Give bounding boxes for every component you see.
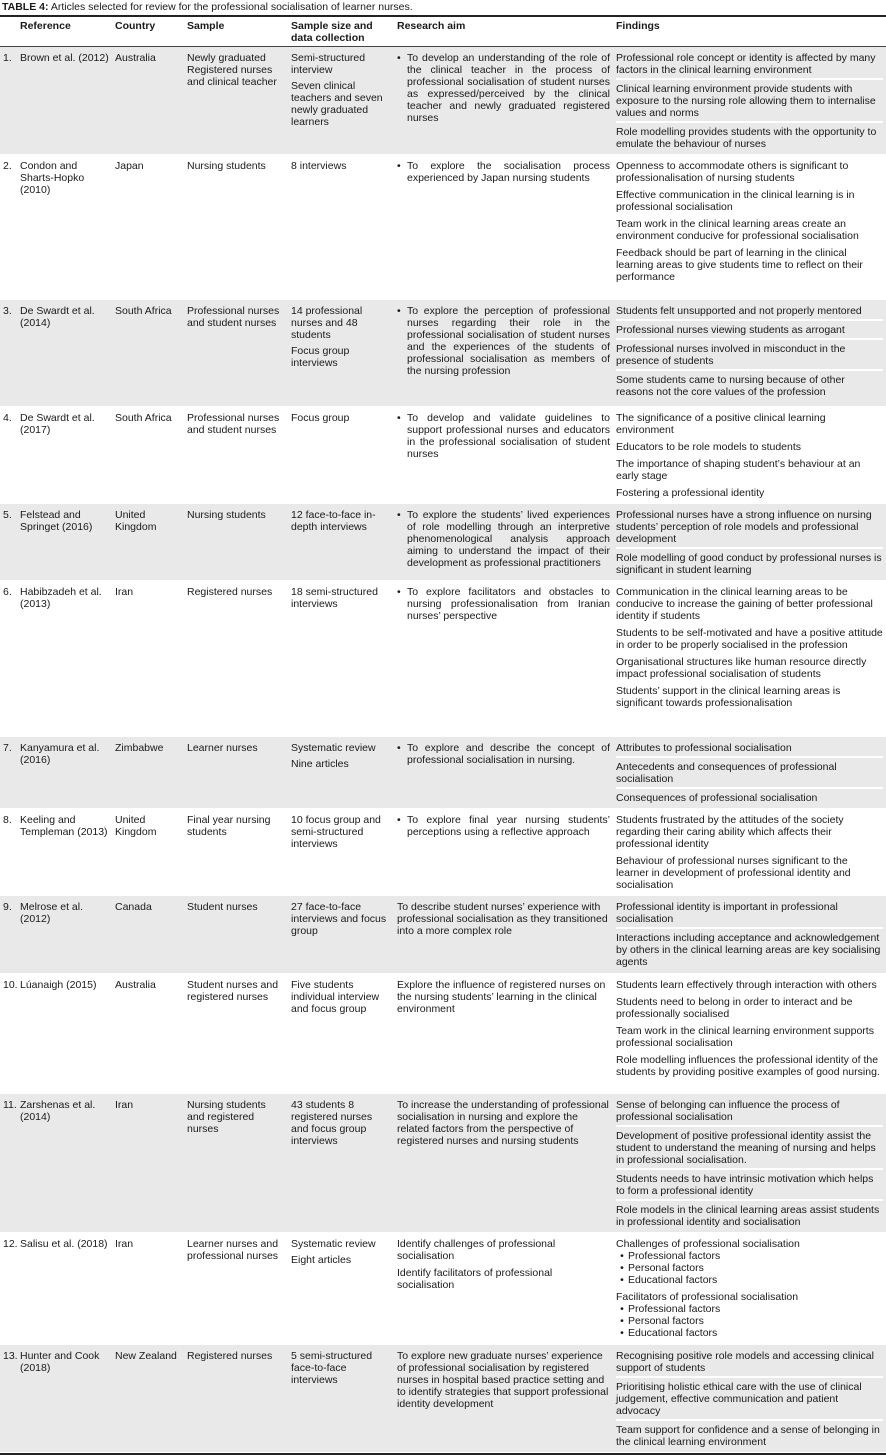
column-header: Research aim	[394, 17, 613, 47]
table-row	[0, 300, 886, 407]
findings-cell	[613, 47, 886, 155]
bullet-icon: •	[620, 1303, 624, 1315]
finding-item: Some students came to nursing because of other reasons not the core values of the profession	[616, 374, 845, 398]
sample-cell: Learner nurses	[184, 737, 288, 809]
aim-bullet-item	[397, 509, 610, 569]
finding-item: Consequences of professional socialisation	[616, 792, 818, 804]
num-cell: 1.	[0, 47, 17, 155]
num-cell: 6.	[0, 581, 17, 737]
finding-subitem	[616, 1315, 883, 1327]
sample-size-line: 18 semi-structured interviews	[291, 586, 378, 610]
aim-text: Explore the influence of registered nurses on the nursing students’ learning in the clinical environment	[397, 979, 606, 1015]
finding-item: Team support for confidence and a sense of belonging in the clinical learning environment	[616, 1424, 880, 1448]
sample-size-cell	[288, 47, 394, 155]
bullet-icon: •	[397, 412, 401, 424]
sample-size-line: Seven clinical teachers and seven newly graduated learners	[291, 80, 383, 128]
finding-item: Feedback should be part of learning in the clinical learning areas to give students time to reflect on their performance	[616, 247, 863, 283]
research-aim-cell	[394, 1094, 613, 1233]
aim-text: To explore the students’ lived experiences of role modelling through an interpretive phenomenological analysis approach aiming to understand the impact of their development as professional practitioners	[407, 509, 610, 569]
aim-text: To increase the understanding of professional socialisation in nursing and explore the related factors from the perspective of registered nurses and nursing students	[397, 1099, 609, 1147]
sample-size-line: Five students individual interview and focus group	[291, 979, 380, 1015]
finding-subitem-text: Personal factors	[628, 1315, 704, 1327]
sample-cell: Student nurses and registered nurses	[184, 974, 288, 1094]
finding-item: Role modelling provides students with the opportunity to emulate the behaviour of nurses	[616, 126, 877, 150]
aim-bullet-item	[397, 305, 610, 377]
num-cell: 9.	[0, 896, 17, 974]
bullet-icon: •	[397, 814, 401, 826]
country-cell: Iran	[112, 1094, 184, 1233]
country-cell: United Kingdom	[112, 809, 184, 896]
ref-cell: Habibzadeh et al. (2013)	[17, 581, 112, 737]
country-cell: South Africa	[112, 300, 184, 407]
ref-cell: Lúanaigh (2015)	[17, 974, 112, 1094]
finding-item: Communication in the clinical learning areas to be conducive to increase the gaining of better professional identity if students	[616, 586, 873, 622]
num-cell: 5.	[0, 504, 17, 581]
findings-cell	[613, 1233, 886, 1345]
research-aim-cell	[394, 974, 613, 1094]
aim-bullet-item	[397, 52, 610, 124]
finding-item: Behaviour of professional nurses significant to the learner in development of professional identity and socialisation	[616, 855, 851, 891]
finding-item: Professional identity is important in professional socialisation	[616, 901, 883, 929]
sample-cell: Final year nursing students	[184, 809, 288, 896]
research-aim-cell	[394, 300, 613, 407]
bullet-icon: •	[397, 586, 401, 598]
column-header: Sample	[184, 17, 288, 47]
finding-group	[616, 1291, 883, 1341]
finding-group	[616, 1238, 883, 1288]
column-header	[0, 17, 17, 47]
finding-item: Students’ support in the clinical learning areas is significant towards professionalisation	[616, 685, 841, 709]
finding-item: Students frustrated by the attitudes of the society regarding their caring ability which affects their professional identity	[616, 814, 844, 850]
finding-item: Recognising positive role models and accessing clinical support of students	[616, 1350, 883, 1378]
sample-size-cell	[288, 974, 394, 1094]
ref-cell: Hunter and Cook (2018)	[17, 1345, 112, 1453]
finding-item: Fostering a professional identity	[616, 487, 765, 499]
table-row	[0, 1233, 886, 1345]
findings-cell	[613, 407, 886, 504]
country-cell: New Zealand	[112, 1345, 184, 1453]
finding-item: Students learn effectively through interaction with others	[616, 979, 877, 991]
sample-cell: Nursing students	[184, 155, 288, 300]
finding-item: Attributes to professional socialisation	[616, 742, 883, 758]
aim-text: To explore new graduate nurses’ experience of professional socialisation by registered nurses in hospital based practice setting and to identify strategies that support professional identity development	[397, 1350, 609, 1410]
ref-cell: De Swardt et al. (2017)	[17, 407, 112, 504]
finding-item: Professional nurses involved in misconduct in the presence of students	[616, 343, 883, 371]
finding-item: Role models in the clinical learning areas assist students in professional identity and socialisation	[616, 1204, 880, 1228]
column-header: Country	[112, 17, 184, 47]
findings-cell	[613, 504, 886, 581]
finding-item: Educators to be role models to students	[616, 441, 802, 453]
finding-subitem-text: Educational factors	[628, 1274, 718, 1286]
research-aim-cell	[394, 737, 613, 809]
sample-size-cell	[288, 300, 394, 407]
column-header: Findings	[613, 17, 886, 47]
table-row	[0, 504, 886, 581]
findings-cell	[613, 155, 886, 300]
finding-item: Clinical learning environment provide students with exposure to the nursing role allowing them to internalise values and norms	[616, 83, 883, 123]
ref-cell: Zarshenas et al. (2014)	[17, 1094, 112, 1233]
sample-cell: Professional nurses and student nurses	[184, 300, 288, 407]
findings-cell	[613, 809, 886, 896]
bullet-icon: •	[397, 52, 401, 64]
sample-cell: Professional nurses and student nurses	[184, 407, 288, 504]
finding-item: Development of positive professional identity assist the student to understand the meaning of nursing and helps in professional socialisation.	[616, 1130, 883, 1170]
sample-size-line: Focus group	[291, 412, 350, 424]
sample-size-line: 10 focus group and semi-structured interviews	[291, 814, 381, 850]
sample-cell: Nursing students and registered nurses	[184, 1094, 288, 1233]
sample-size-cell	[288, 504, 394, 581]
sample-size-line: 27 face-to-face interviews and focus group	[291, 901, 387, 937]
table-row	[0, 47, 886, 155]
ref-cell: De Swardt et al. (2014)	[17, 300, 112, 407]
num-cell: 3.	[0, 300, 17, 407]
country-cell: Australia	[112, 974, 184, 1094]
findings-cell	[613, 974, 886, 1094]
bullet-icon: •	[620, 1315, 624, 1327]
aim-text: Identify facilitators of professional socialisation	[397, 1267, 553, 1291]
aim-text: To explore the socialisation process experienced by Japan nursing students	[407, 160, 610, 184]
finding-subitem	[616, 1250, 883, 1262]
findings-cell	[613, 581, 886, 737]
finding-subitem	[616, 1327, 883, 1339]
num-cell: 12.	[0, 1233, 17, 1345]
aim-text: To explore the perception of professional nurses regarding their role in the professional socialisation of student nurses and the experiences of the students of professional socialisation as members of the nursing profession	[407, 305, 610, 377]
finding-item: Professional role concept or identity is affected by many factors in the clinical learning environment	[616, 52, 883, 80]
sample-size-cell	[288, 1345, 394, 1453]
aim-text: Identify challenges of professional socialisation	[397, 1238, 556, 1262]
finding-subitem	[616, 1303, 883, 1315]
finding-item: Organisational structures like human resource directly impact professional socialisation of students	[616, 656, 867, 680]
finding-subitem-text: Educational factors	[628, 1327, 718, 1339]
aim-text: To explore facilitators and obstacles to nursing professionalisation from Iranian nurses’ perspective	[407, 586, 610, 622]
aim-text: To develop an understanding of the role of the clinical teacher in the process of professional socialisation of student nurses as expressed/perceived by the clinical teacher and newly graduated registered nurses	[407, 52, 610, 124]
finding-item: Openness to accommodate others is significant to professionalisation of nursing students	[616, 160, 849, 184]
finding-item: Antecedents and consequences of professional socialisation	[616, 761, 883, 789]
finding-item: Professional nurses have a strong influence on nursing students’ perception of role models and professional development	[616, 509, 883, 549]
aim-bullet-item	[397, 586, 610, 622]
bullet-icon: •	[397, 509, 401, 521]
aim-bullet-item	[397, 742, 610, 766]
aim-text: To explore and describe the concept of professional socialisation in nursing.	[407, 742, 610, 766]
finding-subitem-text: Professional factors	[628, 1303, 721, 1315]
ref-cell: Keeling and Templeman (2013)	[17, 809, 112, 896]
finding-item: Students to be self-motivated and have a positive attitude in order to be properly socialised in the profession	[616, 627, 883, 651]
country-cell: Zimbabwe	[112, 737, 184, 809]
finding-item: Prioritising holistic ethical care with the use of clinical judgement, effective communication and patient advocacy	[616, 1381, 883, 1421]
sample-cell: Student nurses	[184, 896, 288, 974]
sample-size-cell	[288, 809, 394, 896]
sample-size-line: 5 semi-structured face-to-face interviews	[291, 1350, 373, 1386]
finding-subitem	[616, 1274, 883, 1286]
findings-cell	[613, 896, 886, 974]
sample-size-cell	[288, 896, 394, 974]
finding-item: The significance of a positive clinical learning environment	[616, 412, 826, 436]
ref-cell: Condon and Sharts-Hopko (2010)	[17, 155, 112, 300]
table-row	[0, 974, 886, 1094]
column-header: Reference	[17, 17, 112, 47]
bullet-icon: •	[620, 1262, 624, 1274]
sample-cell: Nursing students	[184, 504, 288, 581]
research-aim-cell	[394, 581, 613, 737]
finding-subitem	[616, 1262, 883, 1274]
findings-cell	[613, 737, 886, 809]
bullet-icon: •	[397, 742, 401, 754]
bullet-icon: •	[620, 1274, 624, 1286]
sample-cell: Registered nurses	[184, 1345, 288, 1453]
table-row	[0, 809, 886, 896]
country-cell: South Africa	[112, 407, 184, 504]
aim-text: To develop and validate guidelines to support professional nurses and educators in the professional socialisation of student nurses	[407, 412, 610, 460]
finding-group-title: Challenges of professional socialisation	[616, 1238, 800, 1250]
caption-text: Articles selected for review for the professional socialisation of learner nurses.	[50, 1, 413, 13]
sample-size-cell	[288, 155, 394, 300]
sample-size-cell	[288, 737, 394, 809]
bullet-icon: •	[620, 1327, 624, 1339]
country-cell: Iran	[112, 581, 184, 737]
findings-cell	[613, 1345, 886, 1453]
aim-bullet-item	[397, 412, 610, 460]
ref-cell: Felstead and Springet (2016)	[17, 504, 112, 581]
finding-item: Effective communication in the clinical learning is in professional socialisation	[616, 189, 855, 213]
column-header: Sample size and data collection	[288, 17, 394, 47]
aim-text: To explore final year nursing students’ perceptions using a reflective approach	[407, 814, 610, 838]
bullet-icon: •	[620, 1250, 624, 1262]
ref-cell: Melrose et al. (2012)	[17, 896, 112, 974]
research-aim-cell	[394, 809, 613, 896]
sample-size-line: 14 professional nurses and 48 students	[291, 305, 363, 341]
sample-size-cell	[288, 407, 394, 504]
table-row	[0, 1094, 886, 1233]
research-aim-cell	[394, 504, 613, 581]
ref-cell: Salisu et al. (2018)	[17, 1233, 112, 1345]
caption-label: TABLE 4:	[2, 1, 49, 13]
table-row	[0, 896, 886, 974]
finding-item: Students need to belong in order to interact and be professionally socialised	[616, 996, 853, 1020]
num-cell: 4.	[0, 407, 17, 504]
table-row	[0, 737, 886, 809]
research-aim-cell	[394, 896, 613, 974]
finding-item: Students felt unsupported and not properly mentored	[616, 305, 883, 321]
sample-size-line: Semi-structured interview	[291, 52, 366, 76]
sample-size-line: 12 face-to-face in-depth interviews	[291, 509, 376, 533]
bullet-icon: •	[397, 160, 401, 172]
bullet-icon: •	[397, 305, 401, 317]
sample-cell: Newly graduated Registered nurses and clinical teacher	[184, 47, 288, 155]
finding-subitem-text: Professional factors	[628, 1250, 721, 1262]
finding-item: The importance of shaping student’s behaviour at an early stage	[616, 458, 861, 482]
num-cell: 10.	[0, 974, 17, 1094]
num-cell: 13.	[0, 1345, 17, 1453]
sample-size-line: Focus group interviews	[291, 345, 350, 369]
table-row	[0, 155, 886, 300]
finding-item: Interactions including acceptance and acknowledgement by others in the clinical learning areas are key socialising agents	[616, 932, 881, 968]
sample-cell: Learner nurses and professional nurses	[184, 1233, 288, 1345]
research-aim-cell	[394, 47, 613, 155]
finding-item: Role modelling influences the professional identity of the students by providing positive examples of good nursing.	[616, 1054, 880, 1078]
num-cell: 7.	[0, 737, 17, 809]
ref-cell: Brown et al. (2012)	[17, 47, 112, 155]
sample-cell: Registered nurses	[184, 581, 288, 737]
num-cell: 11.	[0, 1094, 17, 1233]
country-cell: Iran	[112, 1233, 184, 1345]
table-row	[0, 407, 886, 504]
table-row	[0, 1345, 886, 1453]
research-aim-cell	[394, 407, 613, 504]
sample-size-cell	[288, 1094, 394, 1233]
finding-item: Professional nurses viewing students as arrogant	[616, 324, 883, 340]
sample-size-cell	[288, 581, 394, 737]
sample-size-line: 43 students 8 registered nurses and focus group interviews	[291, 1099, 373, 1147]
ref-cell: Kanyamura et al. (2016)	[17, 737, 112, 809]
findings-cell	[613, 300, 886, 407]
aim-text: To describe student nurses’ experience with professional socialisation as they transitioned into a more complex role	[397, 901, 608, 937]
num-cell: 8.	[0, 809, 17, 896]
articles-table	[0, 17, 886, 1453]
table-caption	[0, 0, 886, 17]
sample-size-line: Systematic review	[291, 742, 376, 754]
country-cell: Canada	[112, 896, 184, 974]
country-cell: Australia	[112, 47, 184, 155]
research-aim-cell	[394, 1345, 613, 1453]
num-cell: 2.	[0, 155, 17, 300]
finding-group-title: Facilitators of professional socialisation	[616, 1291, 799, 1303]
sample-size-line: Nine articles	[291, 758, 349, 770]
finding-item: Team work in the clinical learning environment supports professional socialisation	[616, 1025, 874, 1049]
table-row	[0, 581, 886, 737]
sample-size-cell	[288, 1233, 394, 1345]
finding-subitem-text: Personal factors	[628, 1262, 704, 1274]
sample-size-line: Systematic review	[291, 1238, 376, 1250]
finding-item: Sense of belonging can influence the process of professional socialisation	[616, 1099, 883, 1127]
sample-size-line: Eight articles	[291, 1254, 352, 1266]
country-cell: Japan	[112, 155, 184, 300]
research-aim-cell	[394, 155, 613, 300]
finding-item: Role modelling of good conduct by professional nurses is significant in student learning	[616, 552, 882, 576]
aim-bullet-item	[397, 814, 610, 838]
finding-item: Team work in the clinical learning areas create an environment conducive for professional socialisation	[616, 218, 859, 242]
sample-size-line: 8 interviews	[291, 160, 347, 172]
country-cell: United Kingdom	[112, 504, 184, 581]
aim-bullet-item	[397, 160, 610, 184]
header-row	[0, 17, 886, 47]
research-aim-cell	[394, 1233, 613, 1345]
finding-item: Students needs to have intrinsic motivation which helps to form a professional identity	[616, 1173, 883, 1201]
findings-cell	[613, 1094, 886, 1233]
